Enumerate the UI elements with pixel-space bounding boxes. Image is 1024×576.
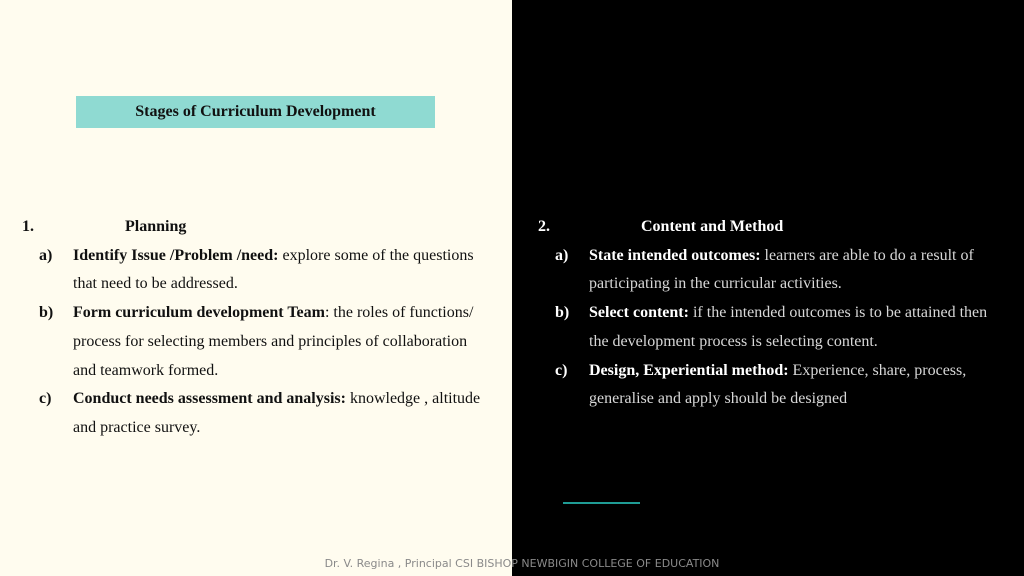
item-text: : the roles of functions/ process for selecting members and principles of collaboration and teamwork formed.	[73, 304, 474, 379]
item-letter: c)	[555, 361, 568, 379]
item-lead: Form curriculum development Team	[73, 304, 325, 322]
section-heading	[22, 213, 492, 242]
list-item	[538, 357, 1008, 414]
list-item	[22, 242, 492, 299]
item-letter: b)	[39, 304, 54, 322]
list-item	[538, 242, 1008, 299]
section-heading	[538, 213, 1008, 242]
item-letter: b)	[555, 304, 570, 322]
item-text: knowledge , altitude and practice survey.	[73, 390, 481, 436]
item-lead: Conduct needs assessment and analysis:	[73, 390, 346, 408]
item-lead: State intended outcomes:	[589, 246, 761, 264]
item-text: Experience, share, process, generalise and apply should be designed	[589, 361, 967, 408]
list-item	[22, 299, 492, 385]
item-letter: a)	[555, 246, 569, 264]
section-title: Planning	[125, 218, 187, 235]
slide-title: Stages of Curriculum Development	[76, 96, 435, 128]
section-title: Content and Method	[641, 218, 784, 235]
slide-footer: Dr. V. Regina , Principal CSI BISHOP NEWBIGIN COLLEGE OF EDUCATION	[324, 557, 720, 570]
section-number: 2.	[538, 218, 550, 235]
item-text: learners are able to do a result of participating in the curricular activities.	[589, 246, 974, 293]
item-text: if the intended outcomes is to be attained then the development process is selecting content.	[589, 304, 988, 350]
section-number: 1.	[22, 218, 34, 235]
item-lead: Identify Issue /Problem /need:	[73, 246, 279, 264]
section-content-method	[538, 213, 1008, 414]
item-lead: Select content:	[589, 304, 689, 322]
item-letter: a)	[39, 246, 53, 264]
item-lead: Design, Experiential method:	[589, 361, 789, 379]
accent-line	[563, 502, 640, 504]
item-text: explore some of the questions that need to be addressed.	[73, 246, 474, 293]
section-planning	[22, 213, 492, 443]
list-item	[538, 299, 1008, 356]
item-letter: c)	[39, 390, 52, 408]
list-item	[22, 385, 492, 442]
